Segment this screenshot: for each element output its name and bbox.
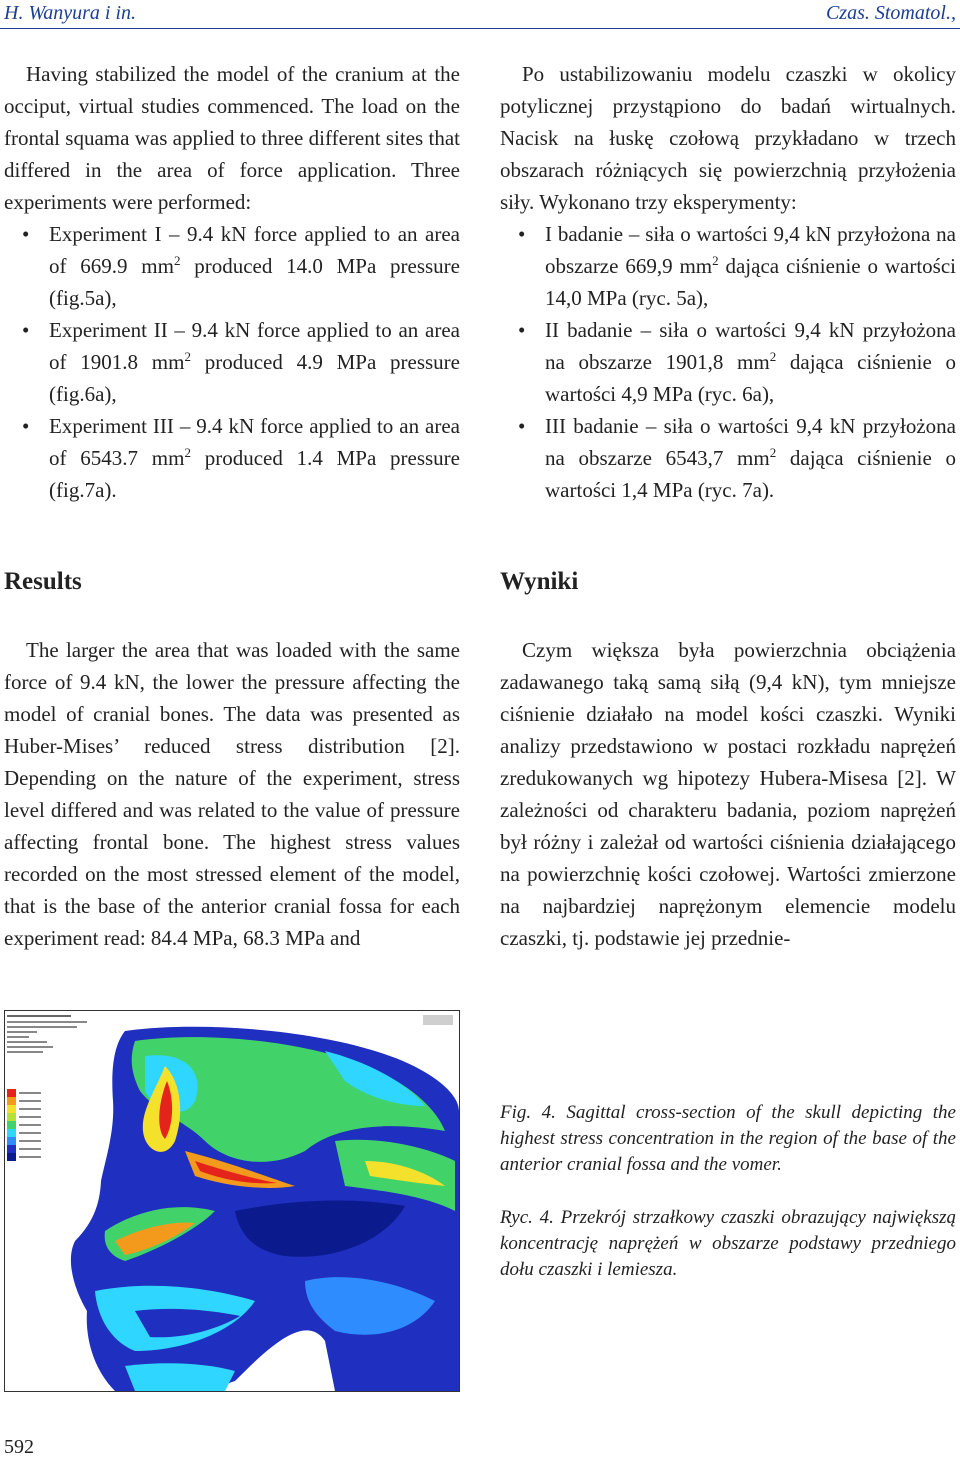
english-methods: [4, 58, 460, 506]
header-journal: Czas. Stomatol.,: [825, 2, 956, 24]
polish-experiment-list: [500, 218, 956, 506]
english-intro-paragraph: Having stabilized the model of the cranium at the occiput, virtual studies commenced. The load on the frontal squama was applied to three different sites that differed in the area of force application. Three experiments were performed:: [4, 62, 460, 214]
software-logo: [423, 1015, 453, 1025]
english-experiment-1: • Experiment I – 9.4 kN force applied to an area of 669.9 $mm^2$ produced 14.0 MPa pressure (fig.5a),: [4, 218, 460, 314]
polish-experiment-2: • II badanie – siła o wartości 9,4 kN przyłożona na obszarze 1901,8 $mm^2$ dająca ciśnienie o wartości 4,9 MPa (ryc. 6a),: [500, 314, 956, 410]
page-number: 592: [4, 1436, 34, 1458]
header-rule: [0, 28, 960, 29]
english-experiment-3: • Experiment III – 9.4 kN force applied to an area of 6543.7 $mm^2$ produced 1.4 MPa pressure (fig.7a).: [4, 410, 460, 506]
english-experiment-2: • Experiment II – 9.4 kN force applied to an area of 1901.8 $mm^2$ produced 4.9 MPa pressure (fig.6a),: [4, 314, 460, 410]
skull-stress-map: [5, 1011, 459, 1391]
figure-caption-english: Fig. 4. Sagittal cross-section of the skull depicting the highest stress concentration in the region of the base of the anterior cranial fossa and the vomer.: [500, 1102, 956, 1175]
polish-methods: [500, 58, 956, 506]
english-results-paragraph: The larger the area that was loaded with the same force of 9.4 kN, the lower the pressure affecting the model of cranial bones. The data was presented as Huber-Mises’ reduced stress distribution [2]. Depending on the nature of the experiment, stress level differed and was related to the value of pressure affecting frontal bone. The highest stress values recorded on the most stressed element of the model, that is the base of the anterior cranial fossa for each experiment read: 84.4 MPa, 68.3 MPa and: [4, 638, 460, 950]
polish-results-paragraph: Czym większa była powierzchnia obciążenia zadawanego taką samą siłą (9,4 kN), tym mniejsze ciśnienie działało na model kości czaszki. Wyniki analizy przedstawiono w postaci rozkładu naprężeń zredukowanych wg hipotezy Hubera-Misesa [2]. W zależności od charakteru badania, poziom naprężeń był różny i zależał od wartości ciśnienia działającego na powierzchnię kości czołowej. Wartości zmierzone na najbardziej naprężonym elemencie modelu czaszki, tj. podstawie jej przednie-: [500, 638, 956, 950]
polish-intro-paragraph: Po ustabilizowaniu modelu czaszki w okolicy potylicznej przystąpiono do badań wirtualnych. Nacisk na łuskę czołową przykładano w trzech obszarach różniących się powierzchnią przyłożenia siły. Wykonano trzy eksperymenty:: [500, 62, 956, 214]
results-heading: Results: [4, 568, 82, 595]
english-results: [4, 634, 460, 954]
skull-section: [71, 1027, 459, 1391]
header-authors: H. Wanyura i in.: [4, 2, 137, 24]
english-experiment-list: [4, 218, 460, 506]
polish-experiment-1: • I badanie – siła o wartości 9,4 kN przyłożona na obszarze 669,9 $mm^2$ dająca ciśnienie o wartości 14,0 MPa (ryc. 5a),: [500, 218, 956, 314]
skull-stress-figure: [4, 1010, 460, 1392]
wyniki-heading: Wyniki: [500, 568, 579, 595]
polish-experiment-3: • III badanie – siła o wartości 9,4 kN przyłożona na obszarze 6543,7 $mm^2$ dająca ciśnienie o wartości 1,4 MPa (ryc. 7a).: [500, 410, 956, 506]
polish-results: [500, 634, 956, 954]
figure-caption-polish: Ryc. 4. Przekrój strzałkowy czaszki obrazujący największą koncentrację naprężeń w obszarze podstawy przedniego dołu czaszki i lemiesza.: [500, 1207, 956, 1280]
running-header: [0, 0, 960, 30]
